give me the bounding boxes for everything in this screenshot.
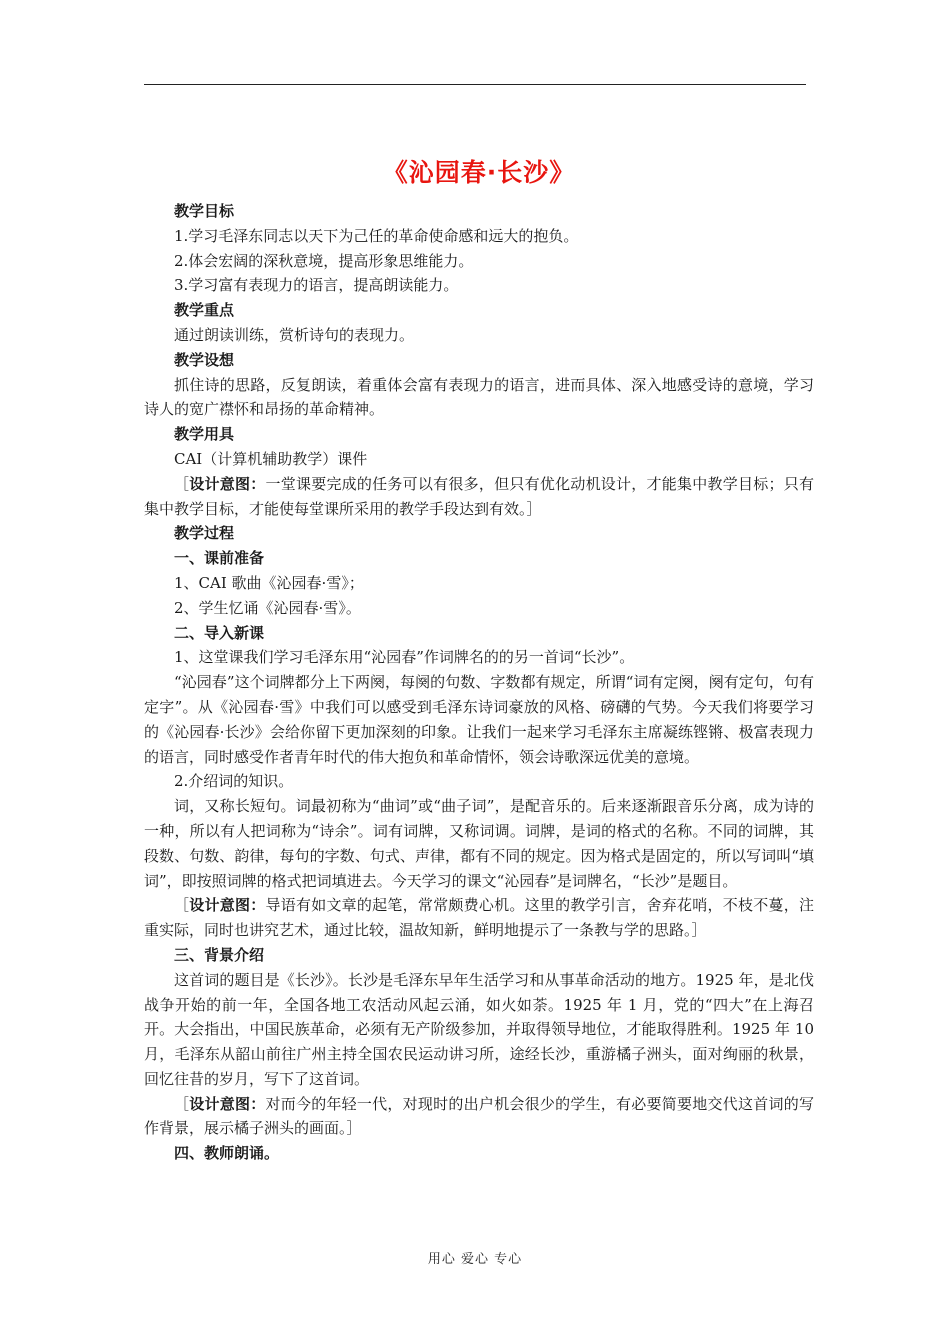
objective-item: 1.学习毛泽东同志以天下为己任的革命使命感和远大的抱负。 bbox=[174, 226, 579, 245]
objectives-heading: 教学目标 bbox=[174, 202, 235, 220]
tools-text: CAI（计算机辅助教学）课件 bbox=[174, 449, 368, 468]
focus-heading: 教学重点 bbox=[174, 301, 235, 320]
section-heading-intro: 二、导入新课 bbox=[174, 623, 265, 642]
concept-text: 抓住诗的思路，反复朗读，着重体会富有表现力的语言，进而具体、深入地感受诗的意境，学习诗人的宽广襟怀和昂扬的革命精神。 bbox=[144, 375, 814, 419]
background-paragraph: 这首词的题目是《长沙》。长沙是毛泽东早年生活学习和从事革命活动的地方。1925 年，是北伐战争开始的前一年，全国各地工农活动风起云涌，如火如荼。1925 年 1 月，党的“四大”在上海召开。大会指出，中国民族革命，必须有无产阶级参加，并取得领导地位，才能取得胜利。1925 年 10 月，毛泽东从韶山前往广州主持全国农民运动讲习所，途经长沙，重游橘子洲头，面对绚丽的秋景，回忆往昔的岁月，写下了这首词。 bbox=[144, 970, 814, 1088]
design-intent-label: 设计意图： bbox=[189, 1094, 266, 1113]
design-intent-note bbox=[144, 893, 814, 943]
document-body bbox=[144, 156, 814, 1166]
note-bracket: ［ bbox=[174, 1094, 190, 1113]
design-intent-label: 设计意图： bbox=[189, 474, 266, 493]
note-bracket: ［ bbox=[174, 474, 190, 493]
section-heading-recitation: 四、教师朗诵。 bbox=[174, 1144, 280, 1163]
page-footer: 用心 爱心 专心 bbox=[427, 1252, 523, 1267]
prep-item: 1、CAI 歌曲《沁园春·雪》； bbox=[174, 573, 364, 592]
design-intent-note bbox=[144, 1092, 814, 1142]
section-heading-background: 三、背景介绍 bbox=[174, 945, 265, 964]
intro-paragraph: 2.介绍词的知识。 bbox=[174, 772, 294, 791]
tools-heading: 教学用具 bbox=[174, 425, 235, 444]
design-intent-text: 一堂课要完成的任务可以有很多，但只有优化动机设计，才能集中教学目标；只有集中教学目标，才能使每堂课所采用的教学手段达到有效。］ bbox=[144, 474, 814, 518]
note-bracket: ［ bbox=[174, 896, 190, 915]
intro-paragraph: 1、这堂课我们学习毛泽东用“沁园春”作词牌名的的另一首词“长沙”。 bbox=[174, 648, 635, 667]
process-heading: 教学过程 bbox=[174, 524, 235, 543]
design-intent-label: 设计意图： bbox=[189, 896, 266, 915]
prep-item: 2、学生忆诵《沁园春·雪》。 bbox=[174, 598, 361, 617]
concept-heading: 教学设想 bbox=[174, 350, 235, 369]
design-intent-note bbox=[144, 472, 814, 522]
header-rule bbox=[144, 84, 806, 85]
page-title: 《沁园春·长沙》 bbox=[382, 158, 576, 187]
intro-paragraph: 词，又称长短句。词最初称为“曲词”或“曲子词”，是配音乐的。后来逐渐跟音乐分离，成为诗的一种，所以有人把词称为“诗余”。词有词牌，又称词调。词牌，是词的格式的名称。不同的词牌，其段数、句数、韵律，每句的字数、句式、声律，都有不同的规定。因为格式是固定的，所以写词叫“填词”，即按照词牌的格式把词填进去。今天学习的课文“沁园春”是词牌名，“长沙”是题目。 bbox=[144, 797, 814, 890]
design-intent-text: 对而今的年轻一代，对现时的出户机会很少的学生，有必要简要地交代这首词的写作背景，展示橘子洲头的画面。］ bbox=[144, 1094, 814, 1138]
focus-text: 通过朗读训练，赏析诗句的表现力。 bbox=[174, 325, 415, 344]
section-heading-prep: 一、课前准备 bbox=[174, 549, 265, 568]
intro-paragraph: “沁园春”这个词牌都分上下两阕，每阕的句数、字数都有规定，所谓“词有定阕，阕有定句，句有定字”。从《沁园春·雪》中我们可以感受到毛泽东诗词豪放的风格、磅礴的气势。今天我们将要学习的《沁园春·长沙》会给你留下更加深刻的印象。让我们一起来学习毛泽东主席凝练铿锵、极富表现力的语言，同时感受作者青年时代的伟大抱负和革命情怀，领会诗歌深远优美的意境。 bbox=[144, 673, 814, 766]
objective-item: 2.体会宏阔的深秋意境，提高形象思维能力。 bbox=[174, 251, 474, 270]
objective-item: 3.学习富有表现力的语言，提高朗读能力。 bbox=[174, 276, 459, 295]
design-intent-text: 导语有如文章的起笔，常常颇费心机。这里的教学引言，舍弃花哨，不枝不蔓，注重实际，同时也讲究艺术，通过比较，温故知新，鲜明地提示了一条教与学的思路。］ bbox=[144, 896, 814, 940]
